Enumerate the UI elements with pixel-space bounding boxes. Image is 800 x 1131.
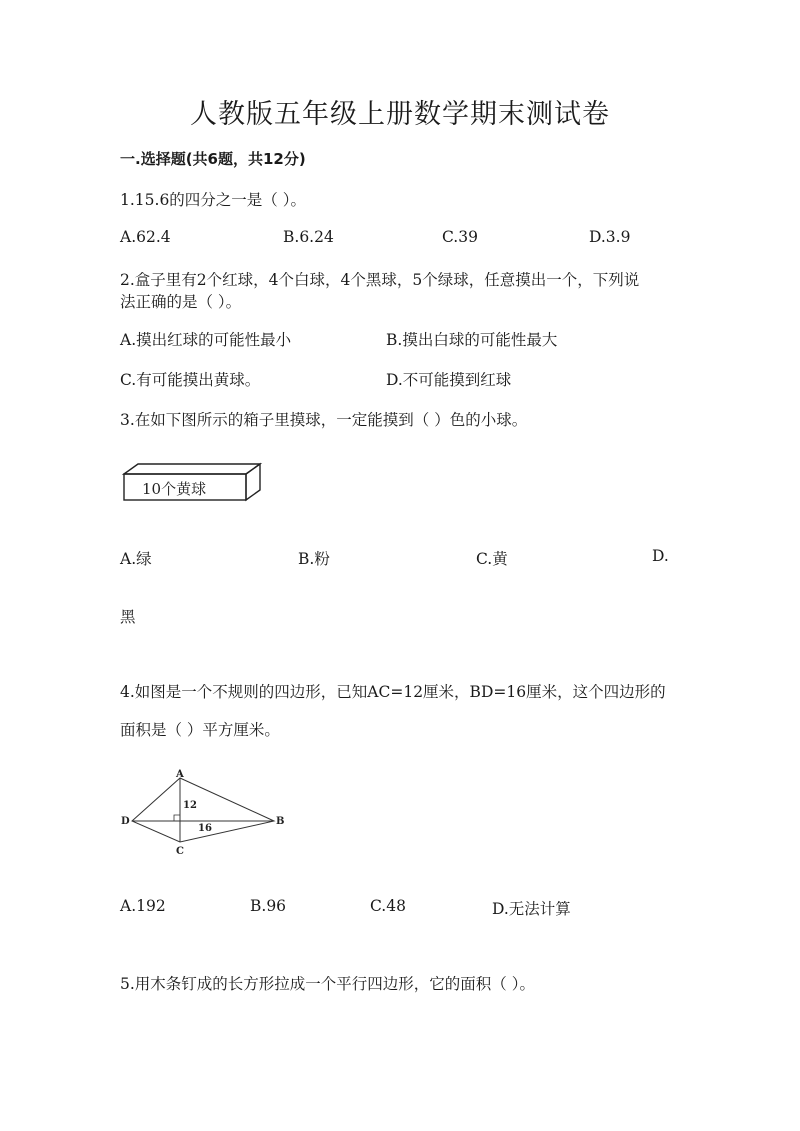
page-title: 人教版五年级上册数学期末测试卷 [190, 99, 610, 130]
ac-length-label: 12 [183, 800, 197, 811]
q4-option-a[interactable]: A.192 [120, 897, 166, 915]
q1-option-b[interactable]: B.6.24 [283, 228, 334, 246]
question-2-text-line2: 法正确的是（ ）。 [120, 293, 242, 311]
ball-box-figure [118, 460, 268, 508]
vertex-b-label: B [276, 816, 285, 827]
q2-option-b[interactable]: B.摸出白球的可能性最大 [386, 331, 558, 349]
q1-option-d[interactable]: D.3.9 [589, 228, 631, 246]
section-heading: 一.选择题(共6题，共12分) [120, 150, 306, 168]
q1-option-a[interactable]: A.62.4 [120, 228, 171, 246]
q3-option-c[interactable]: C.黄 [476, 550, 508, 568]
question-2-text-line1: 2.盒子里有2个红球，4个白球，4个黑球，5个绿球，任意摸出一个，下列说 [120, 271, 640, 289]
vertex-d-label: D [121, 816, 130, 827]
q3-option-a[interactable]: A.绿 [120, 550, 152, 568]
right-angle-mark [174, 815, 180, 821]
quadrilateral-figure [118, 766, 290, 858]
q4-option-b[interactable]: B.96 [250, 897, 287, 915]
q3-option-b[interactable]: B.粉 [298, 550, 330, 568]
box-side-face [246, 464, 260, 500]
q4-option-c[interactable]: C.48 [370, 897, 406, 915]
box-top-face [124, 464, 260, 474]
q2-option-c[interactable]: C.有可能摸出黄球。 [120, 371, 261, 389]
vertex-c-label: C [176, 846, 184, 857]
q1-option-c[interactable]: C.39 [442, 228, 478, 246]
question-5-text: 5.用木条钉成的长方形拉成一个平行四边形，它的面积（ ）。 [120, 975, 535, 993]
question-1-text: 1.15.6的四分之一是（ ）。 [120, 191, 306, 209]
question-4-text-line1: 4.如图是一个不规则的四边形，已知AC=12厘米，BD=16厘米，这个四边形的 [120, 683, 666, 701]
bd-length-label: 16 [198, 823, 212, 834]
question-3-text: 3.在如下图所示的箱子里摸球，一定能摸到（ ）色的小球。 [120, 411, 528, 429]
q2-option-d[interactable]: D.不可能摸到红球 [386, 371, 512, 389]
q4-option-d[interactable]: D.无法计算 [492, 900, 571, 918]
q3-option-d[interactable]: D. [652, 547, 669, 565]
box-label: 10个黄球 [142, 480, 207, 498]
vertex-a-label: A [176, 769, 184, 780]
q3-option-d-wrap: 黑 [120, 608, 136, 626]
question-4-text-line2: 面积是（ ）平方厘米。 [120, 721, 280, 739]
q2-option-a[interactable]: A.摸出红球的可能性最小 [120, 331, 292, 349]
